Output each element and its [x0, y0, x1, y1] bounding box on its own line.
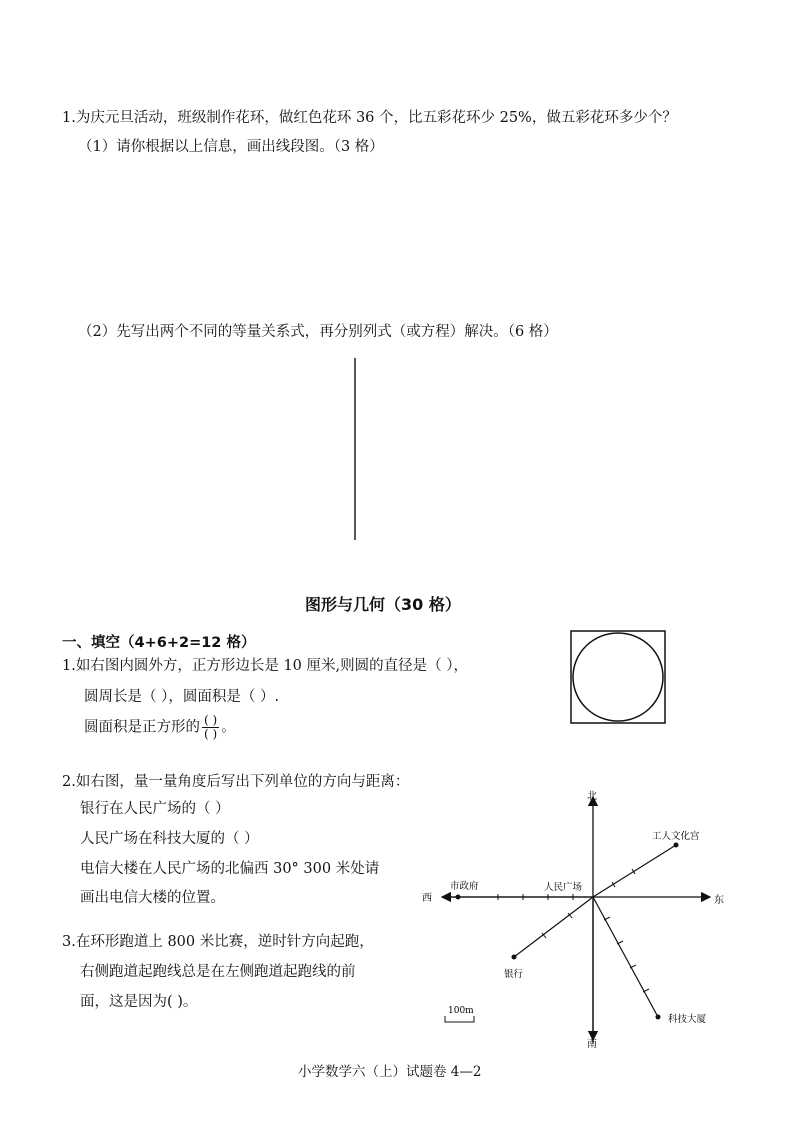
workers-palace-label: 工人文化宫 — [652, 831, 700, 842]
q1-part2: （2）先写出两个不同的等量关系式，再分别列式（或方程）解决。（6 格） — [78, 324, 558, 340]
city-hall-label: 市政府 — [450, 881, 479, 892]
fill3-line3: 面，这是因为( )。 — [80, 994, 198, 1010]
fill1-line2: 圆周长是（ ），圆面积是（ ）. — [84, 689, 280, 705]
fill2-line4: 电信大楼在人民广场的北偏西 30° 300 米处请 — [80, 861, 380, 877]
fill2-line1: 2.如右图，量一量角度后写出下列单位的方向与距离： — [62, 774, 410, 790]
q1-part1: （1）请你根据以上信息，画出线段图。（3 格） — [78, 139, 384, 155]
fill2-line5: 画出电信大楼的位置。 — [80, 890, 225, 906]
fraction-numerator: ( ) — [204, 713, 218, 727]
page-footer: 小学数学六（上）试题卷 4—2 — [298, 1064, 482, 1080]
fill2-line3: 人民广场在科技大厦的（ ） — [80, 831, 259, 847]
circle-shape — [573, 633, 663, 721]
q1-stem: 1.为庆元旦活动，班级制作花环，做红色花环 36 个，比五彩花环少 25%，做五彩花环多少个？ — [62, 110, 677, 126]
section-title: 图形与几何（30 格） — [305, 595, 461, 614]
fill3-line2: 右侧跑道起跑线总是在左侧跑道起跑线的前 — [80, 964, 356, 980]
fill3-line1: 3.在环形跑道上 800 米比赛，逆时针方向起跑， — [62, 934, 374, 950]
direction-map — [418, 785, 728, 1050]
fill1-line3-pre: 圆面积是正方形的 — [84, 719, 200, 736]
ray-tech-tower — [593, 897, 658, 1017]
city-hall-point — [456, 895, 461, 900]
tech-tower-point — [656, 1015, 661, 1020]
workers-palace-point — [674, 843, 679, 848]
plaza-label: 人民广场 — [544, 882, 583, 893]
tech-tower-label: 科技大厦 — [668, 1014, 707, 1025]
scale-label: 100m — [448, 1006, 474, 1016]
fill1-line1: 1.如右图内圆外方，正方形边长是 10 厘米,则圆的直径是（ ）， — [62, 658, 468, 674]
fraction-blank — [202, 714, 219, 741]
east-label: 东 — [714, 895, 724, 906]
bank-point — [512, 955, 517, 960]
fraction-denominator: ( ) — [204, 727, 218, 741]
answer-divider — [350, 358, 360, 540]
circle-in-square-figure — [568, 628, 668, 726]
ray-bank — [514, 897, 593, 957]
north-label: 北 — [587, 791, 597, 802]
south-label: 南 — [587, 1039, 597, 1050]
fill2-line2: 银行在人民广场的（ ） — [80, 801, 230, 817]
fill1-line3-post: 。 — [221, 719, 236, 736]
section-subtitle: 一、填空（4+6+2=12 格） — [62, 635, 256, 651]
square-shape — [571, 631, 665, 723]
bank-label: 银行 — [504, 969, 524, 980]
fill1-line3 — [84, 714, 236, 741]
ray-workers-palace — [593, 845, 676, 897]
west-label: 西 — [422, 893, 432, 904]
scale-bar — [445, 1016, 474, 1022]
